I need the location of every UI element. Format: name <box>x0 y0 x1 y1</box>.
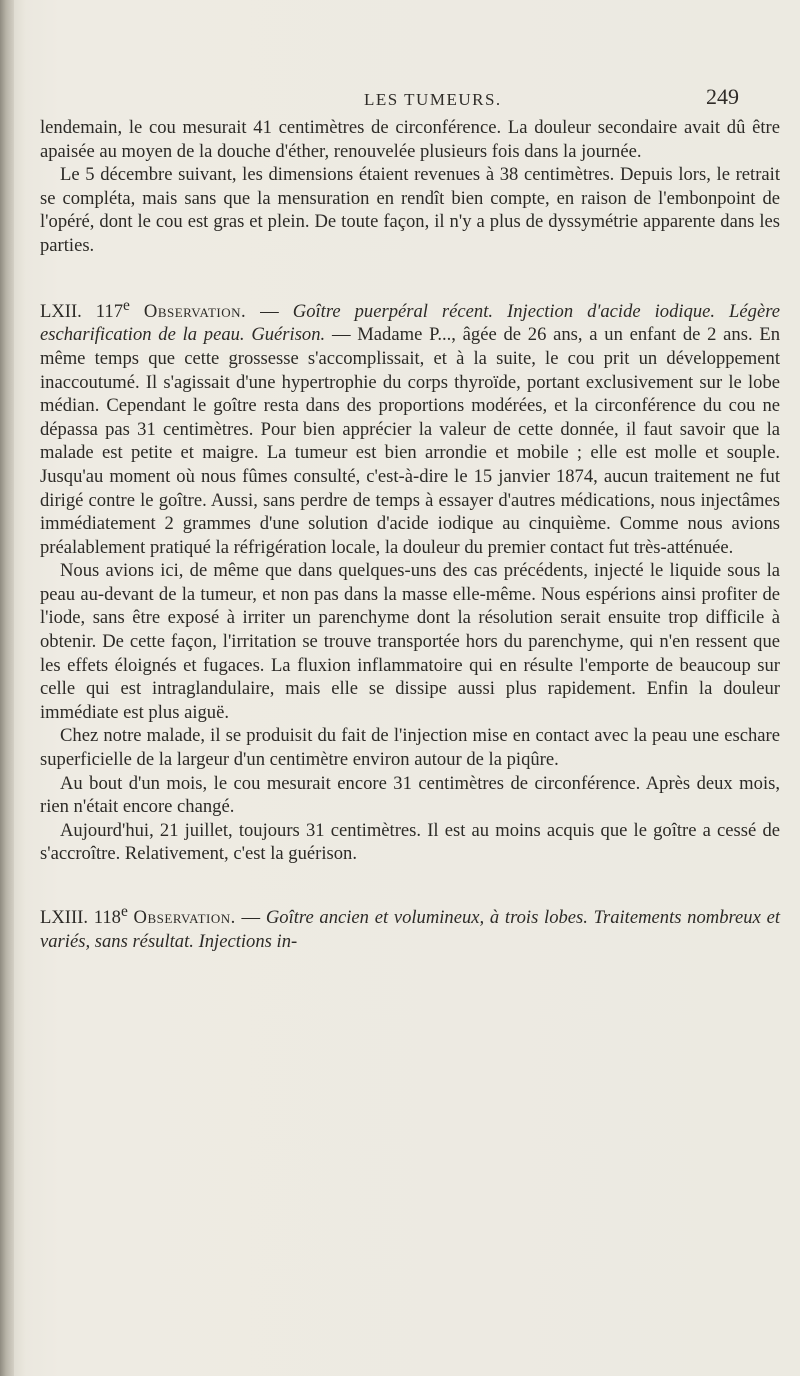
observation-63-number: LXIII. 118 <box>40 907 121 929</box>
page-header <box>0 84 800 114</box>
observation-63-label: Observation. <box>133 907 236 929</box>
section-spacer <box>40 866 780 900</box>
observation-63-superscript: e <box>120 903 128 920</box>
section-spacer <box>40 258 780 294</box>
observation-62-dash: — <box>260 300 279 322</box>
observation-62-title: Goître puerpéral récent. Injection d'acide iodique. Légère escharification de la peau. Guérison. <box>40 300 780 346</box>
body-text <box>40 116 780 953</box>
page-binding-shadow <box>0 0 14 1376</box>
paragraph-continuation: lendemain, le cou mesurait 41 centimètres de circonférence. La douleur secondaire avait dû être apaisée au moyen de la douche d'éther, renouvelée plusieurs fois dans la journée. <box>40 117 780 162</box>
observation-63-dash: — <box>241 907 261 929</box>
observation-62-body: — Madame P..., âgée de 26 ans, a un enfant de 2 ans. En même temps que cette grossesse s'accomplissait, et à la suite, le cou prit un développement inaccoutumé. Il s'agissait d'une hypertrophie du corps thyroïde, portant exclusivement sur le lobe médian. Cependant le goître resta dans des proportions modérées, et la circonférence du cou ne dépassa pas 31 centimètres. Pour bien apprécier la valeur de cette donnée, il faut savoir que la malade est petite et maigre. La tumeur est bien arrondie et mobile ; elle est molle et souple. Jusqu'au moment où nous fûmes consulté, c'est-à-dire le 15 janvier 1874, aucun traitement ne fut dirigé contre le goître. Aussi, sans perdre de temps à essayer d'autres médications, nous injectâmes immédiatement 2 grammes d'une solution d'acide iodique au cinquième. Comme nous avions préalablement pratiqué la réfrigération locale, la douleur du premier contact fut très-atténuée. <box>40 324 780 558</box>
observation-62-paragraph-today: Aujourd'hui, 21 juillet, toujours 31 centimètres. Il est au moins acquis que le goître a cessé de s'accroître. Relativement, c'est la guérison. <box>40 819 780 865</box>
observation-62-number: LXII. 117 <box>40 300 124 322</box>
running-title: LES TUMEURS. <box>364 90 502 109</box>
observation-62-heading <box>40 294 780 560</box>
paragraph-december: Le 5 décembre suivant, les dimensions étaient revenues à 38 centimètres. Depuis lors, le retrait se compléta, mais sans que la mensuration en rendît bien compte, en raison de l'embonpoint de l'opéré, dont le cou est gras et plein. De toute façon, il n'y a plus de dyssymétrie apparente dans les parties. <box>40 164 780 256</box>
page-number: 249 <box>706 84 739 109</box>
observation-63-title: Goître ancien et volumineux, à trois lobes. Traitements nombreux et variés, sans résultat. Injections in- <box>40 907 780 952</box>
observation-63-heading <box>40 900 780 953</box>
observation-62-superscript: e <box>123 296 130 314</box>
observation-62-label: Observation. <box>143 300 247 322</box>
observation-62-paragraph-injection: Nous avions ici, de même que dans quelques-uns des cas précédents, injecté le liquide sous la peau au-devant de la tumeur, et non pas dans la masse elle-même. Nous espérions ainsi profiter de l'iode, sans être exposé à irriter un parenchyme dont la résolution serait ensuite trop difficile à obtenir. De cette façon, l'irritation se trouve transportée hors du parenchyme, qui n'en ressent que les effets éloignés et fugaces. La fluxion inflammatoire qui en résulte l'emporte de beaucoup sur celle qui est intraglandulaire, mais elle se dissipe aussi plus rapidement. Enfin la douleur immédiate est plus aiguë. <box>40 560 780 723</box>
observation-62-paragraph-month: Au bout d'un mois, le cou mesurait encore 31 centimètres de circonférence. Après deux mois, rien n'était encore changé. <box>40 772 780 818</box>
observation-62-paragraph-eschare: Chez notre malade, il se produisit du fait de l'injection mise en contact avec la peau une eschare superficielle de la largeur d'un centimètre environ autour de la piqûre. <box>40 725 780 771</box>
